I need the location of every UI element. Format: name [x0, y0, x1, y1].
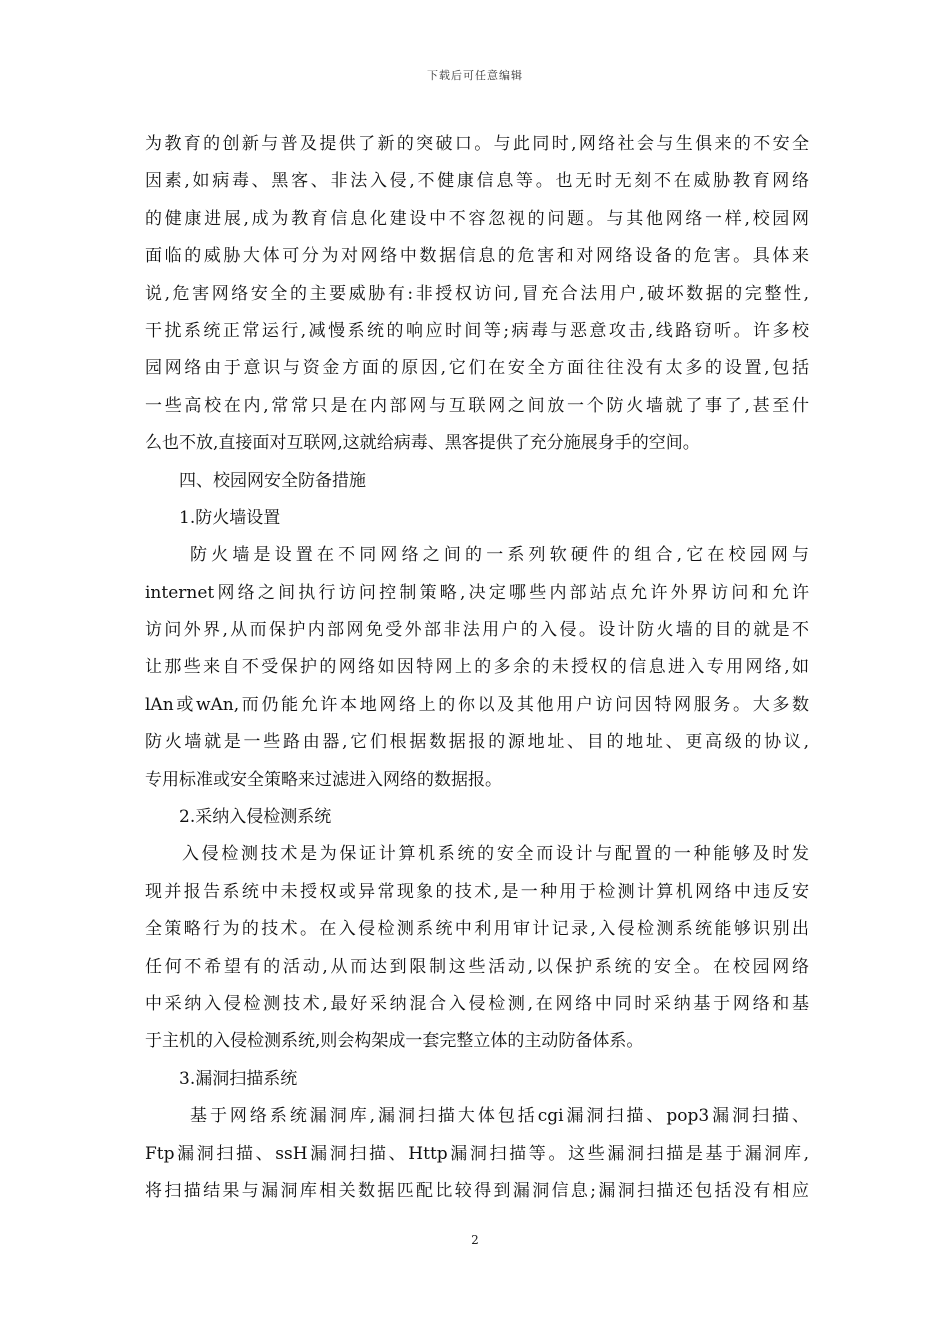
text-line: internet网络之间执行访问控制策略,决定哪些内部站点允许外界访问和允许 [145, 582, 809, 603]
text-line: 将扫描结果与漏洞库相关数据匹配比较得到漏洞信息;漏洞扫描还包括没有相应 [145, 1180, 809, 1201]
text-line: 专用标准或安全策略来过滤进入网络的数据报。 [145, 769, 502, 790]
text-line: 入侵检测技术是为保证计算机系统的安全而设计与配置的一种能够及时发 [182, 844, 809, 865]
text-line: 说,危害网络安全的主要威胁有:非授权访问,冒充合法用户,破坏数据的完整性, [145, 283, 809, 304]
text-line: 基于网络系统漏洞库,漏洞扫描大体包括cgi漏洞扫描、pop3漏洞扫描、 [190, 1106, 809, 1127]
text-line: 让那些来自不受保护的网络如因特网上的多余的未授权的信息进入专用网络,如 [145, 657, 809, 678]
text-line: 访问外界,从而保护内部网免受外部非法用户的入侵。设计防火墙的目的就是不 [145, 620, 809, 641]
section-heading: 四、校园网安全防备措施 [179, 470, 366, 491]
document-body [145, 126, 809, 1210]
text-line: 防火墙就是一些路由器,它们根据数据报的源地址、目的地址、更高级的协议, [145, 732, 809, 753]
text-line: 一些高校在内,常常只是在内部网与互联网之间放一个防火墙就了事了,甚至什 [145, 395, 809, 416]
text-line: 因素,如病毒、黑客、非法入侵,不健康信息等。也无时无刻不在威胁教育网络 [145, 171, 809, 192]
page-number: 2 [471, 1233, 479, 1247]
text-line: lAn或wAn,而仍能允许本地网络上的你以及其他用户访问因特网服务。大多数 [145, 694, 809, 715]
text-line: 么也不放,直接面对互联网,这就给病毒、黑客提供了充分施展身手的空间。 [145, 433, 700, 454]
text-line: 现并报告系统中未授权或异常现象的技术,是一种用于检测计算机网络中违反安 [145, 881, 809, 902]
subsection-heading: 3.漏洞扫描系统 [179, 1068, 298, 1089]
text-line: 面临的威胁大体可分为对网络中数据信息的危害和对网络设备的危害。具体来 [145, 246, 809, 267]
text-line: 干扰系统正常运行,减慢系统的响应时间等;病毒与恶意攻击,线路窃听。许多校 [145, 320, 809, 341]
text-line: 为教育的创新与普及提供了新的突破口。与此同时,网络社会与生俱来的不安全 [145, 134, 809, 154]
text-line: 任何不希望有的活动,从而达到限制这些活动,以保护系统的安全。在校园网络 [145, 956, 809, 977]
text-line: 防火墙是设置在不同网络之间的一系列软硬件的组合,它在校园网与 [190, 545, 809, 566]
text-line: 园网络由于意识与资金方面的原因,它们在安全方面往往没有太多的设置,包括 [145, 358, 809, 379]
text-line: Ftp漏洞扫描、ssH漏洞扫描、Http漏洞扫描等。这些漏洞扫描是基于漏洞库, [145, 1143, 809, 1164]
text-line: 中采纳入侵检测技术,最好采纳混合入侵检测,在网络中同时采纳基于网络和基 [145, 993, 809, 1014]
subsection-heading: 1.防火墙设置 [179, 507, 281, 528]
page-header: 下载后可任意编辑 [427, 69, 523, 82]
text-line: 全策略行为的技术。在入侵检测系统中利用审计记录,入侵检测系统能够识别出 [145, 919, 809, 940]
text-line: 于主机的入侵检测系统,则会构架成一套完整立体的主动防备体系。 [145, 1031, 644, 1052]
text-line: 的健康进展,成为教育信息化建设中不容忽视的问题。与其他网络一样,校园网 [145, 208, 809, 229]
subsection-heading: 2.采纳入侵检测系统 [179, 807, 332, 828]
